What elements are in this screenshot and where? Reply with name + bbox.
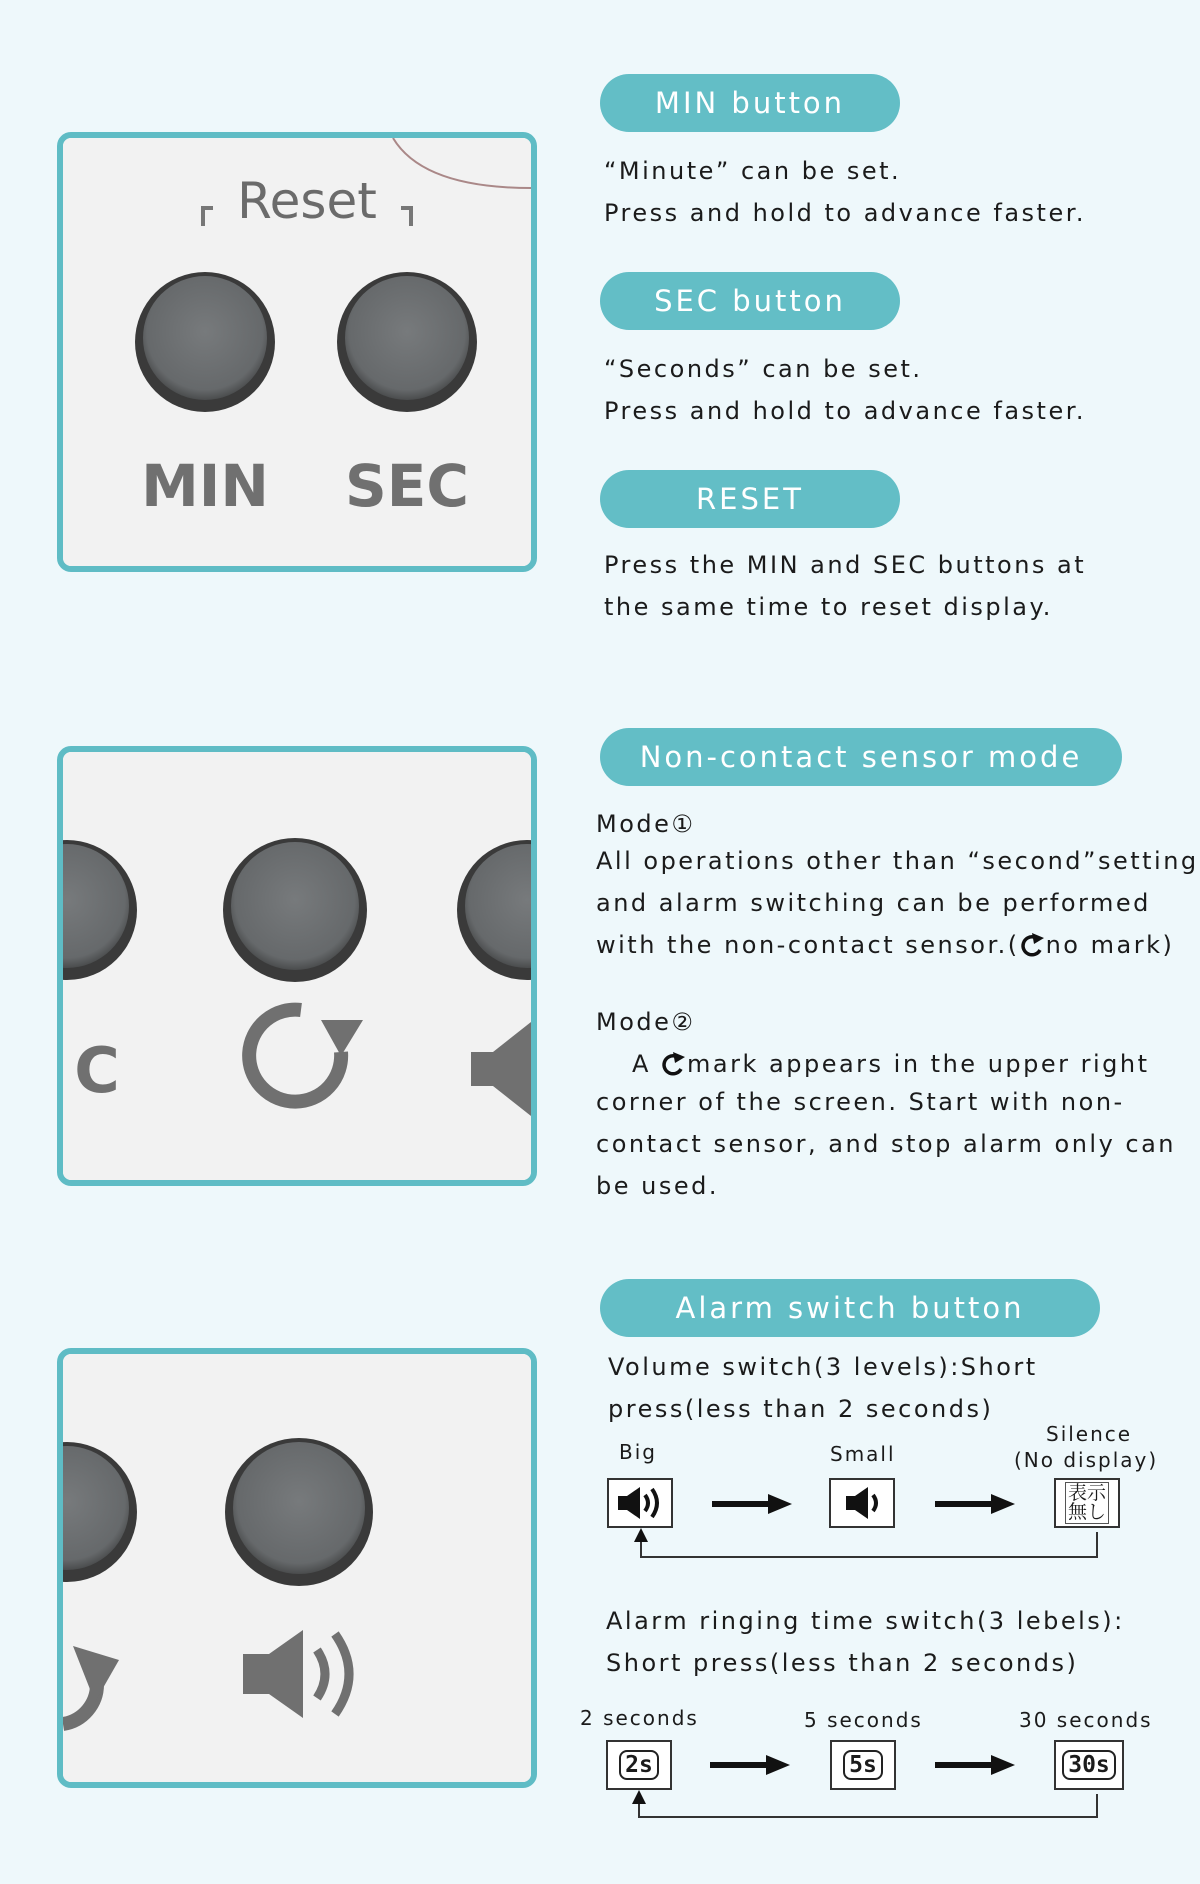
reset-heading: RESET bbox=[600, 470, 900, 528]
mode2-line3: contact sensor, and stop alarm only can bbox=[596, 1130, 1177, 1158]
mode2-line2: corner of the screen. Start with non- bbox=[596, 1088, 1125, 1116]
right-arrow-icon bbox=[710, 1755, 790, 1775]
mode1-line3 bbox=[596, 924, 1174, 966]
volume-line1: Volume switch(3 levels):Short bbox=[608, 1353, 1038, 1381]
ringing-loop-line bbox=[638, 1794, 1098, 1818]
mode2-line1-post: mark appears in the upper right bbox=[687, 1050, 1150, 1078]
alarm-switch-heading: Alarm switch button bbox=[600, 1279, 1100, 1337]
speaker-loud-icon bbox=[614, 1484, 666, 1522]
mode2-line1-pre: A bbox=[632, 1050, 662, 1078]
right-arrow-icon bbox=[712, 1494, 792, 1514]
sensor-illustration bbox=[63, 752, 531, 1180]
sensor-mark-icon bbox=[661, 1051, 687, 1077]
sec-button-heading: SEC button bbox=[600, 272, 900, 330]
no-display-text-line1: 表示 bbox=[1067, 1482, 1106, 1504]
mode1-line3-post: no mark) bbox=[1045, 931, 1175, 959]
mode1-line1: All operations other than “second”setting bbox=[596, 847, 1199, 875]
photo-partial-label: C bbox=[74, 1034, 120, 1107]
min-sec-photo bbox=[57, 132, 537, 572]
photo-reset-label: Reset bbox=[237, 172, 377, 230]
min-sec-illustration bbox=[63, 138, 531, 566]
ringing-30s-tag: 30s bbox=[1062, 1750, 1116, 1780]
min-button-heading: MIN button bbox=[600, 74, 900, 132]
alarm-photo bbox=[57, 1348, 537, 1788]
right-arrow-icon bbox=[935, 1494, 1015, 1514]
speaker-soft-icon bbox=[839, 1484, 885, 1522]
mode2-line4: be used. bbox=[596, 1172, 719, 1200]
sensor-mark-icon bbox=[1020, 932, 1046, 958]
alarm-illustration bbox=[63, 1354, 531, 1782]
reset-desc-line2: the same time to reset display. bbox=[604, 593, 1053, 621]
sec-desc-line2: Press and hold to advance faster. bbox=[604, 397, 1087, 425]
photo-min-label: MIN bbox=[141, 452, 269, 520]
min-desc-line2: Press and hold to advance faster. bbox=[604, 199, 1087, 227]
mode2-line1 bbox=[596, 1043, 1150, 1085]
volume-silence-box bbox=[1054, 1478, 1120, 1528]
ringing-2s-label: 2 seconds bbox=[580, 1706, 699, 1730]
ringing-2s-tag: 2s bbox=[619, 1750, 659, 1780]
ringing-5s-tag: 5s bbox=[843, 1750, 883, 1780]
ringing-30s-box bbox=[1054, 1740, 1124, 1790]
volume-silence-sublabel: (No display) bbox=[1014, 1448, 1159, 1472]
volume-big-box bbox=[607, 1478, 673, 1528]
sec-desc-line1: “Seconds” can be set. bbox=[604, 355, 923, 383]
volume-silence-label: Silence bbox=[1046, 1422, 1133, 1446]
volume-line2: press(less than 2 seconds) bbox=[608, 1395, 994, 1423]
ringing-5s-box bbox=[830, 1740, 896, 1790]
no-display-icon bbox=[1065, 1482, 1109, 1524]
sensor-mode-heading: Non-contact sensor mode bbox=[600, 728, 1122, 786]
sensor-photo bbox=[57, 746, 537, 1186]
mode1-line2: and alarm switching can be performed bbox=[596, 889, 1151, 917]
ringing-5s-label: 5 seconds bbox=[804, 1708, 923, 1732]
loop-arrowhead-icon bbox=[634, 1528, 648, 1542]
volume-small-box bbox=[829, 1478, 895, 1528]
min-desc-line1: “Minute” can be set. bbox=[604, 157, 902, 185]
ringing-line2: Short press(less than 2 seconds) bbox=[606, 1649, 1079, 1677]
reset-desc-line1: Press the MIN and SEC buttons at bbox=[604, 551, 1087, 579]
mode1-line3-pre: with the non-contact sensor.( bbox=[596, 931, 1020, 959]
ringing-30s-label: 30 seconds bbox=[1019, 1708, 1153, 1732]
ringing-line1: Alarm ringing time switch(3 lebels): bbox=[606, 1607, 1125, 1635]
photo-sec-label: SEC bbox=[345, 452, 469, 520]
mode1-heading: Mode① bbox=[596, 810, 696, 838]
volume-loop-line bbox=[640, 1532, 1098, 1558]
mode2-heading: Mode② bbox=[596, 1008, 696, 1036]
loop-arrowhead-icon bbox=[632, 1790, 646, 1804]
ringing-2s-box bbox=[606, 1740, 672, 1790]
no-display-text-line2: 無し bbox=[1067, 1501, 1106, 1523]
right-arrow-icon bbox=[935, 1755, 1015, 1775]
volume-small-label: Small bbox=[830, 1442, 896, 1466]
volume-big-label: Big bbox=[619, 1440, 657, 1464]
